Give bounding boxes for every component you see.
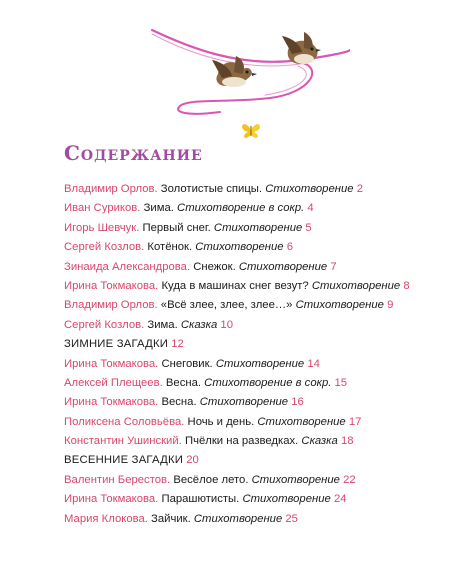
toc-entry	[64, 432, 424, 451]
page-title: Содержание	[64, 141, 203, 165]
page-number: 16	[291, 396, 304, 409]
work-title: Пчёлки на разведках.	[184, 435, 299, 448]
genre-label: Стихотворение в сокр.	[204, 376, 332, 389]
toc-section-entry	[64, 451, 424, 470]
birds-ribbon-illustration	[150, 28, 350, 148]
page-number: 12	[171, 338, 184, 351]
page-number: 22	[343, 473, 356, 486]
page-number: 20	[186, 454, 199, 467]
page-number: 9	[387, 299, 394, 312]
toc-entry	[64, 393, 424, 412]
toc-entry	[64, 199, 424, 218]
work-title: Снеговик.	[161, 357, 213, 370]
author-name: Ирина Токмакова.	[64, 493, 159, 506]
author-name: Зинаида Александрова.	[64, 260, 191, 273]
table-of-contents	[64, 180, 424, 529]
work-title: Куда в машинах снег везут?	[161, 279, 309, 292]
section-title: ЗИМНИЕ ЗАГАДКИ	[64, 338, 169, 351]
page-number: 8	[403, 279, 410, 292]
work-title: Весёлое лето.	[173, 473, 249, 486]
genre-label: Стихотворение	[265, 183, 354, 195]
work-title: «Всё злее, злее, злее…»	[160, 299, 293, 312]
page-number: 25	[285, 512, 298, 525]
toc-entry	[64, 258, 424, 277]
page-number: 6	[286, 241, 294, 254]
work-title: Котёнок.	[147, 241, 193, 254]
author-name: Владимир Орлов.	[64, 183, 158, 195]
genre-label: Сказка	[301, 435, 338, 448]
toc-section-entry	[64, 335, 424, 354]
toc-entry	[64, 277, 424, 296]
page-number: 4	[307, 202, 314, 215]
section-title: ВЕСЕННИЕ ЗАГАДКИ	[64, 454, 184, 467]
page-number: 5	[305, 221, 312, 234]
toc-entry	[64, 296, 424, 315]
genre-label: Стихотворение	[213, 221, 303, 234]
genre-label: Стихотворение	[199, 396, 289, 409]
author-name: Ирина Токмакова.	[64, 279, 159, 292]
genre-label: Стихотворение	[215, 357, 305, 370]
author-name: Сергей Козлов.	[64, 318, 145, 331]
toc-entry	[64, 413, 424, 432]
work-title: Золотистые спицы.	[160, 183, 263, 195]
author-name: Иван Суриков.	[64, 202, 141, 215]
page-number: 2	[356, 183, 363, 195]
genre-label: Стихотворение в сокр.	[177, 202, 305, 215]
toc-entry	[64, 374, 424, 393]
author-name: Сергей Козлов.	[64, 241, 145, 254]
genre-label: Стихотворение	[238, 260, 328, 273]
page-number: 14	[307, 357, 320, 370]
toc-entry	[64, 316, 424, 335]
genre-label: Стихотворение	[195, 241, 284, 254]
toc-entry	[64, 490, 424, 509]
genre-label: Стихотворение	[193, 512, 283, 525]
page-number: 7	[330, 260, 337, 273]
author-name: Ирина Токмакова.	[64, 357, 159, 370]
page-number: 17	[348, 415, 362, 428]
page-number: 15	[334, 376, 348, 389]
toc-entry	[64, 355, 424, 374]
toc-entry	[64, 238, 424, 257]
author-name: Валентин Берестов.	[64, 473, 171, 486]
toc-entry	[64, 471, 424, 490]
genre-label: Сказка	[180, 318, 218, 331]
work-title: Ночь и день.	[187, 415, 255, 428]
work-title: Весна.	[165, 376, 202, 389]
genre-label: Стихотворение	[295, 299, 384, 312]
author-name: Ирина Токмакова.	[64, 396, 159, 409]
page-number: 24	[333, 493, 347, 506]
toc-entry	[64, 510, 424, 529]
page-number: 18	[340, 435, 354, 448]
butterfly-icon	[242, 124, 260, 138]
work-title: Снежок.	[193, 260, 236, 273]
author-name: Мария Клокова.	[64, 512, 148, 525]
toc-entry	[64, 180, 424, 199]
author-name: Поликсена Соловьёва.	[64, 415, 185, 428]
toc-entry	[64, 219, 424, 238]
author-name: Игорь Шевчук.	[64, 221, 140, 234]
page-number: 10	[220, 318, 233, 331]
work-title: Зайчик.	[151, 512, 191, 525]
genre-label: Стихотворение	[311, 279, 401, 292]
author-name: Константин Ушинский.	[64, 435, 182, 448]
work-title: Весна.	[161, 396, 197, 409]
sparrow-icon	[282, 32, 321, 64]
genre-label: Стихотворение	[251, 473, 340, 486]
work-title: Первый снег.	[142, 221, 211, 234]
author-name: Алексей Плещеев.	[64, 376, 163, 389]
genre-label: Стихотворение	[257, 415, 346, 428]
work-title: Зима.	[147, 318, 178, 331]
work-title: Зима.	[143, 202, 174, 215]
genre-label: Стихотворение	[242, 493, 331, 506]
author-name: Владимир Орлов.	[64, 299, 158, 312]
work-title: Парашютисты.	[161, 493, 240, 506]
